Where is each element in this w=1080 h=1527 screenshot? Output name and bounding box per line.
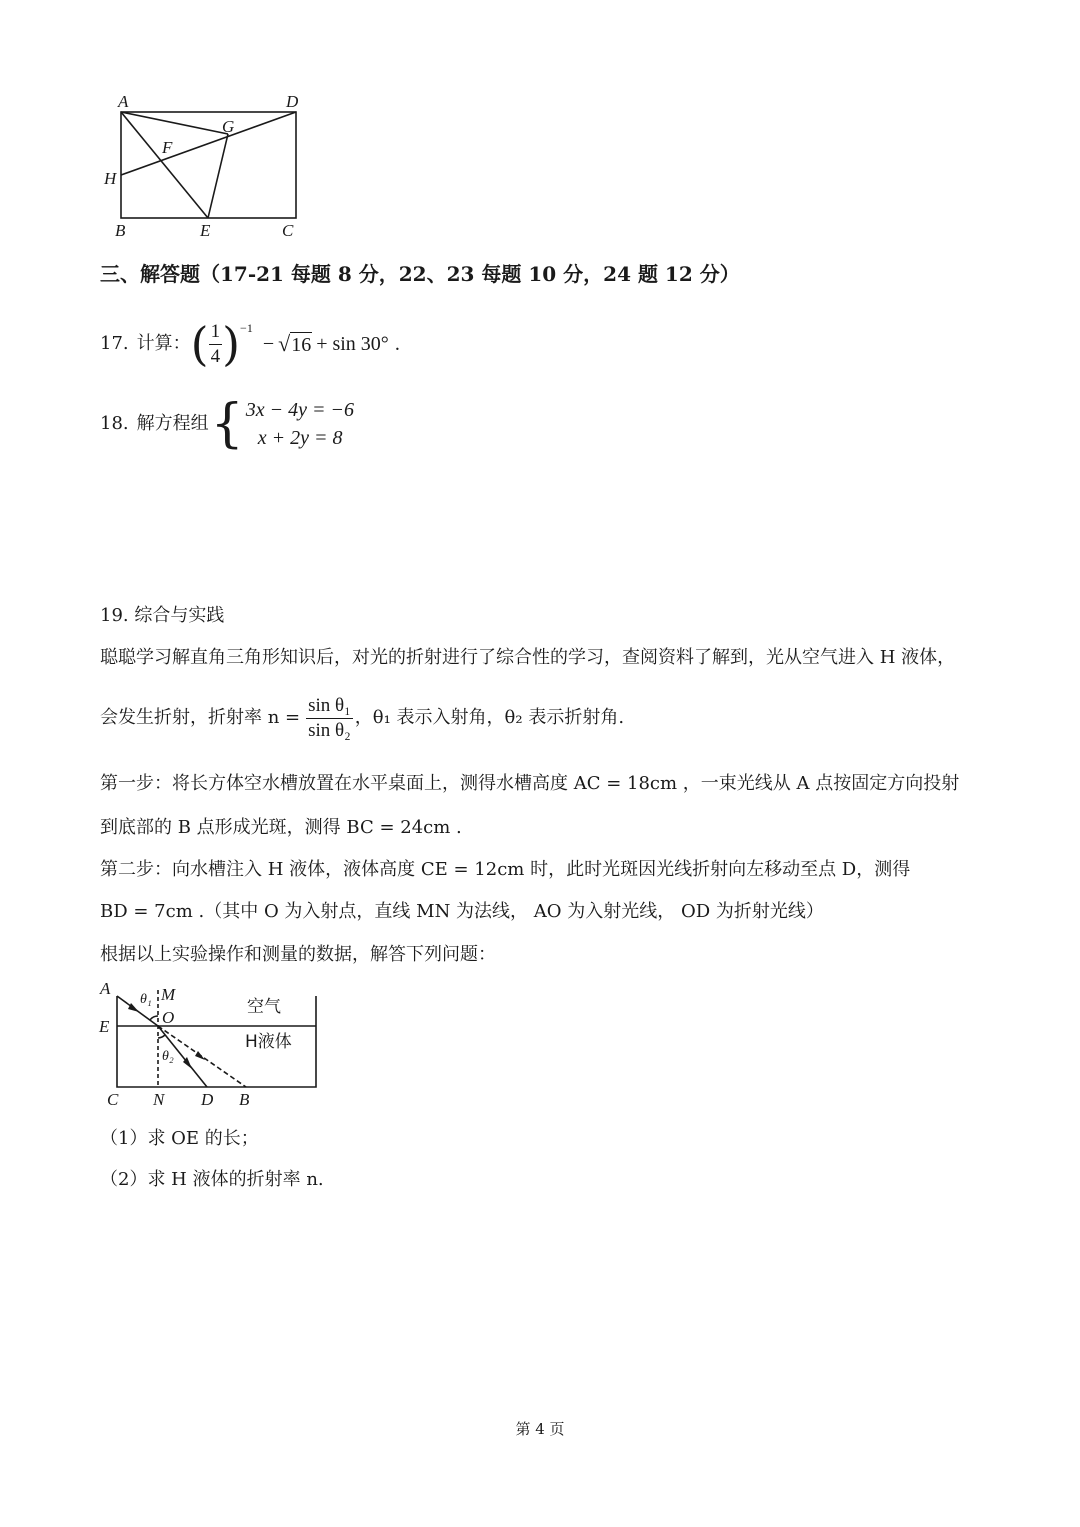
figure-water-tank: [95, 978, 335, 1110]
label-e: E: [200, 221, 211, 240]
q18-prefix: 解方程组: [136, 413, 209, 434]
section-heading: 三、解答题（17-21 每题 8 分，22、23 每题 10 分，24 题 12 分）: [100, 262, 740, 286]
q18-eq1: 3x − 4y = −6: [245, 399, 354, 421]
page-footer: 第 4 页: [515, 1420, 565, 1438]
label-d: D: [286, 92, 299, 111]
label-a: A: [118, 92, 129, 111]
tank-label-d: D: [201, 1090, 214, 1109]
q17-frac-num: 1: [209, 320, 223, 345]
q17-paren-left: (: [190, 317, 209, 371]
tank-label-air: 空气: [247, 997, 281, 1017]
q19-p2-a: 会发生折射，折射率 n =: [100, 707, 301, 728]
q19-frac-num: sin θ₁: [306, 694, 353, 719]
q17-fraction: [209, 320, 223, 369]
tank-label-e: E: [99, 1017, 110, 1036]
q19-paragraph-2: [100, 690, 624, 746]
tank-label-n: N: [153, 1090, 165, 1109]
label-g: G: [222, 117, 235, 136]
q17-exponent: −1: [240, 321, 253, 335]
tank-label-m: M: [161, 985, 176, 1004]
tank-label-b: B: [239, 1090, 250, 1109]
q17-rest: + sin 30°: [316, 333, 389, 355]
figure-rectangle-abcd: [100, 90, 320, 240]
q17-end: .: [394, 333, 400, 355]
q19-sub-question-1: （1）求 OE 的长；: [100, 1128, 259, 1149]
tank-label-theta2: θ₂: [162, 1049, 174, 1064]
q19-paragraph-1: 聪聪学习解直角三角形知识后，对光的折射进行了综合性的学习，查阅资料了解到，光从空气进入 H 液体，: [100, 647, 956, 668]
q19-paragraph-5: 第二步：向水槽注入 H 液体，液体高度 CE = 12cm 时，此时光斑因光线折射向左移动至点 D，测得: [100, 859, 911, 880]
q18-number: 18.: [100, 413, 129, 434]
q17-number: 17.: [100, 333, 129, 354]
arrow-dashed: [195, 1051, 205, 1060]
question-18: [100, 395, 354, 453]
label-b: B: [115, 221, 126, 240]
q17-frac-den: 4: [210, 345, 221, 367]
tank-label-a: A: [100, 979, 111, 998]
angle-theta1-arc: [150, 1016, 158, 1020]
q19-paragraph-6: BD = 7cm .（其中 O 为入射点，直线 MN 为法线， AO 为入射光线， OD 为折射光线）: [100, 901, 824, 922]
angle-theta2-arc: [158, 1035, 165, 1038]
q17-prefix: 计算：: [136, 333, 191, 354]
q19-paragraph-4: 到底部的 B 点形成光斑，测得 BC = 24cm .: [100, 817, 462, 838]
tank-label-liquid: H液体: [245, 1032, 292, 1052]
q17-sqrt-sign: √: [278, 331, 291, 356]
q19-paragraph-3: 第一步：将长方体空水槽放置在水平桌面上，测得水槽高度 AC = 18cm ，一束光线从 A 点按固定方向投射: [100, 773, 960, 794]
q19-title: 19. 综合与实践: [100, 605, 225, 626]
tank-label-o: O: [162, 1008, 175, 1027]
q19-p2-b: ，θ₁ 表示入射角，θ₂ 表示折射角.: [354, 707, 625, 728]
tank-label-c: C: [107, 1090, 119, 1109]
segment-ge: [208, 134, 228, 218]
q17-sqrt-arg: 16: [291, 333, 312, 356]
q18-system: [246, 396, 354, 452]
q18-brace: {: [210, 394, 244, 454]
tank-label-theta1: θ₁: [140, 992, 152, 1007]
q18-eq2: x + 2y = 8: [257, 427, 343, 449]
q17-paren-right: ): [222, 317, 241, 371]
question-17: [100, 318, 400, 370]
q17-minus: −: [262, 333, 275, 355]
label-f: F: [162, 138, 173, 157]
q19-frac-den: sin θ₂: [308, 719, 351, 741]
q19-paragraph-7: 根据以上实验操作和测量的数据，解答下列问题：: [100, 944, 496, 965]
label-h: H: [104, 169, 117, 188]
label-c: C: [282, 221, 294, 240]
q19-sub-question-2: （2）求 H 液体的折射率 n.: [100, 1169, 324, 1190]
q19-refraction-fraction: [306, 694, 353, 743]
